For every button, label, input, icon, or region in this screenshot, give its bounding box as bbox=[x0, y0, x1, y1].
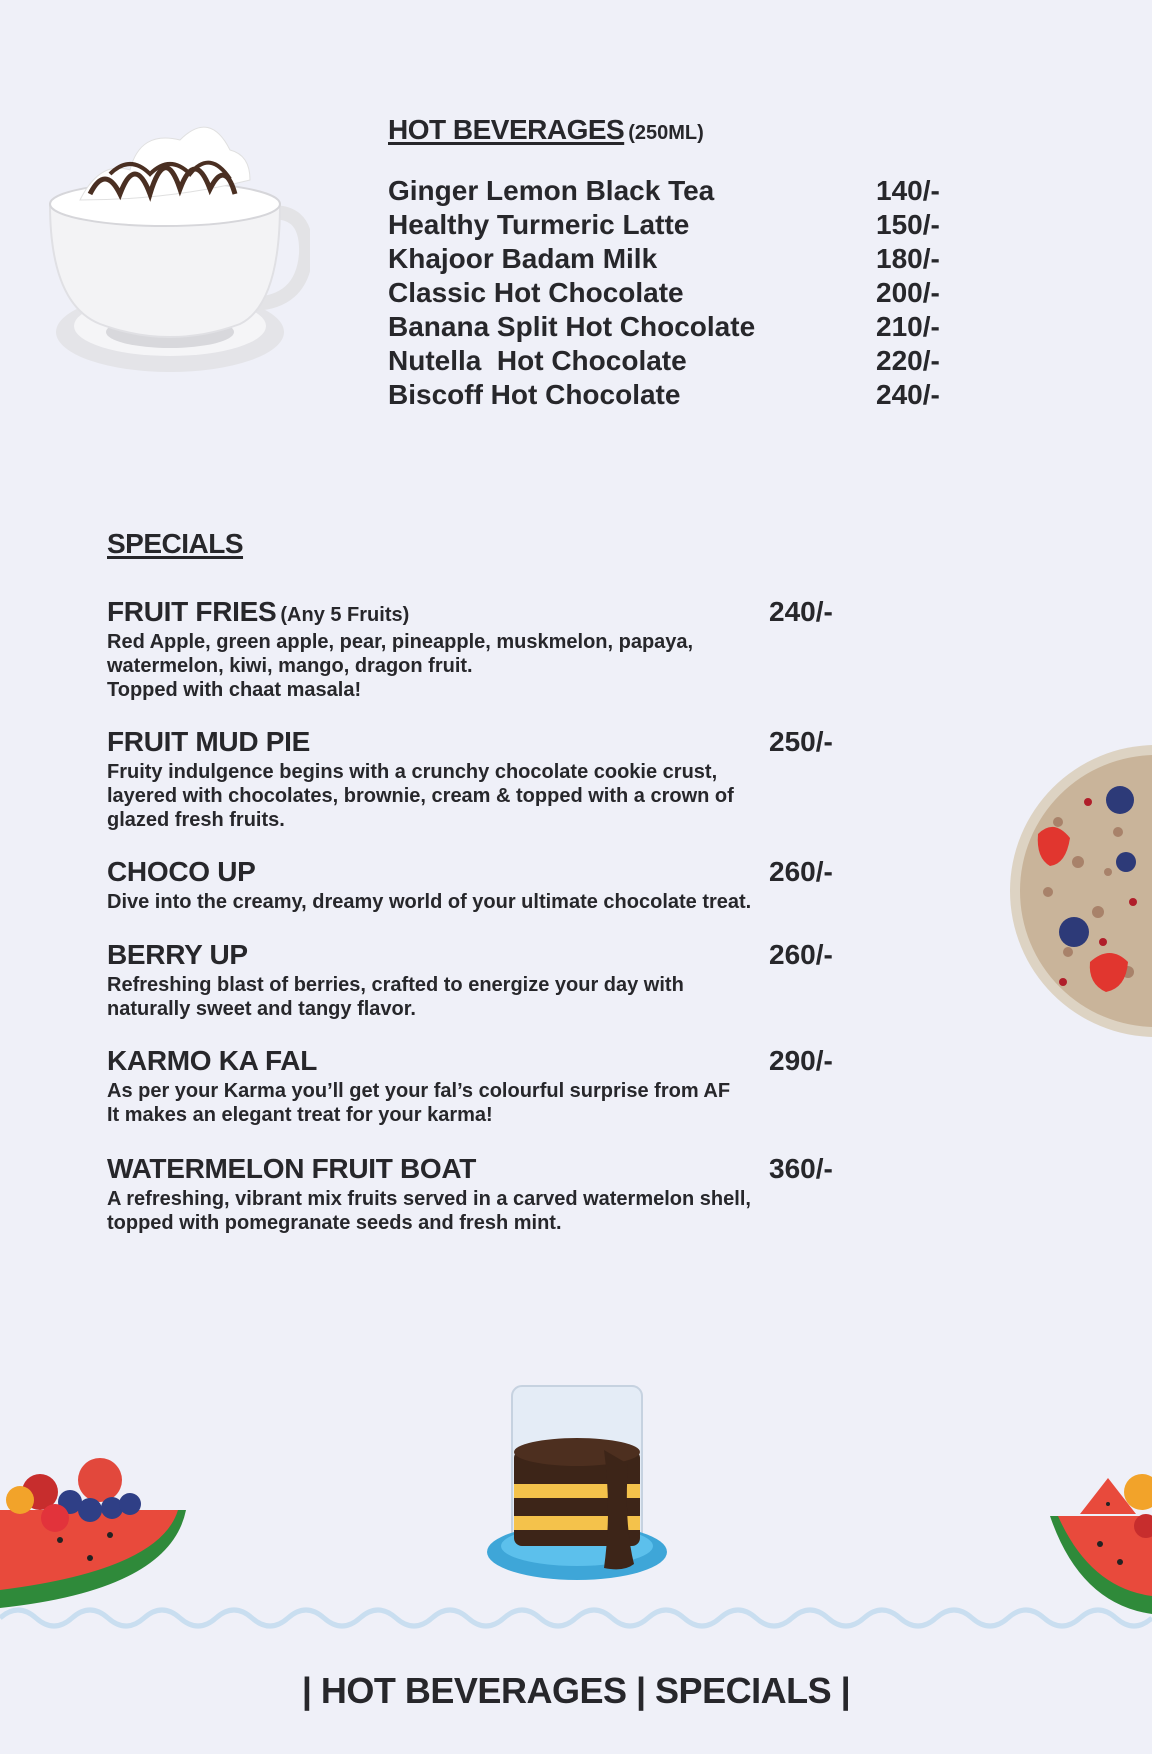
item-name: Healthy Turmeric Latte bbox=[388, 209, 690, 240]
special-description: As per your Karma you’ll get your fal’s colourful surprise from AF It makes an elegant treat for your karma! bbox=[107, 1080, 731, 1126]
special-price: 260/- bbox=[769, 939, 833, 970]
special-price: 360/- bbox=[769, 1153, 833, 1184]
special-description: Refreshing blast of berries, crafted to energize your day with naturally sweet and tangy flavor. bbox=[107, 974, 684, 1020]
item-name: Ginger Lemon Black Tea bbox=[388, 175, 715, 206]
item-name: Biscoff Hot Chocolate bbox=[388, 379, 681, 410]
special-description: A refreshing, vibrant mix fruits served in a carved watermelon shell, topped with pomegranate seeds and fresh mint. bbox=[107, 1188, 751, 1234]
special-name: FRUIT MUD PIE bbox=[107, 726, 310, 757]
special-name: KARMO KA FAL bbox=[107, 1045, 318, 1076]
specials-title: SPECIALS bbox=[107, 528, 244, 559]
special-price: 240/- bbox=[769, 596, 833, 627]
hot-beverages-heading bbox=[388, 114, 704, 146]
item-price: 140/- bbox=[876, 175, 940, 206]
menu-item bbox=[388, 242, 968, 276]
watermelon-fruit-bowl-image bbox=[0, 1440, 190, 1610]
item-price: 150/- bbox=[876, 209, 940, 240]
menu-item bbox=[388, 310, 968, 344]
menu-item bbox=[388, 174, 968, 208]
special-item bbox=[107, 939, 847, 1021]
fruit-granola-bowl-image bbox=[1008, 742, 1152, 1040]
hot-chocolate-cup-image bbox=[40, 104, 310, 388]
special-description: Dive into the creamy, dreamy world of your ultimate chocolate treat. bbox=[107, 891, 752, 913]
footer-section-nav: | HOT BEVERAGES | SPECIALS | bbox=[301, 1670, 851, 1711]
item-price: 220/- bbox=[876, 345, 940, 376]
hot-beverages-title: HOT BEVERAGES bbox=[388, 114, 625, 145]
special-description: Red Apple, green apple, pear, pineapple, muskmelon, papaya, watermelon, kiwi, mango, dragon fruit. Topped with chaat masala! bbox=[107, 631, 694, 701]
item-price: 180/- bbox=[876, 243, 940, 274]
special-item bbox=[107, 1153, 847, 1235]
wave-decoration bbox=[0, 1598, 1152, 1638]
watermelon-slice-image bbox=[1050, 1464, 1152, 1614]
chocolate-cake-glass-image bbox=[486, 1340, 672, 1596]
special-item bbox=[107, 856, 847, 914]
special-description: Fruity indulgence begins with a crunchy chocolate cookie crust, layered with chocolates, brownie, cream & topped with a crown of glazed fresh fruits. bbox=[107, 761, 734, 831]
special-item bbox=[107, 596, 847, 702]
special-name: FRUIT FRIES bbox=[107, 596, 277, 627]
hot-beverages-size-note: (250ML) bbox=[628, 122, 704, 144]
special-price: 260/- bbox=[769, 856, 833, 887]
item-name: Nutella Hot Chocolate bbox=[388, 345, 687, 376]
item-price: 240/- bbox=[876, 379, 940, 410]
menu-item bbox=[388, 378, 968, 412]
menu-item bbox=[388, 208, 968, 242]
special-name: WATERMELON FRUIT BOAT bbox=[107, 1153, 477, 1184]
special-name: BERRY UP bbox=[107, 939, 248, 970]
hot-beverages-list bbox=[388, 174, 968, 412]
special-price: 290/- bbox=[769, 1045, 833, 1076]
special-price: 250/- bbox=[769, 726, 833, 757]
item-price: 210/- bbox=[876, 311, 940, 342]
special-name: CHOCO UP bbox=[107, 856, 256, 887]
item-price: 200/- bbox=[876, 277, 940, 308]
item-name: Classic Hot Chocolate bbox=[388, 277, 684, 308]
item-name: Khajoor Badam Milk bbox=[388, 243, 658, 274]
special-note: (Any 5 Fruits) bbox=[280, 604, 410, 626]
special-item bbox=[107, 726, 847, 832]
menu-item bbox=[388, 276, 968, 310]
item-name: Banana Split Hot Chocolate bbox=[388, 311, 756, 342]
special-item bbox=[107, 1045, 847, 1127]
menu-item bbox=[388, 344, 968, 378]
